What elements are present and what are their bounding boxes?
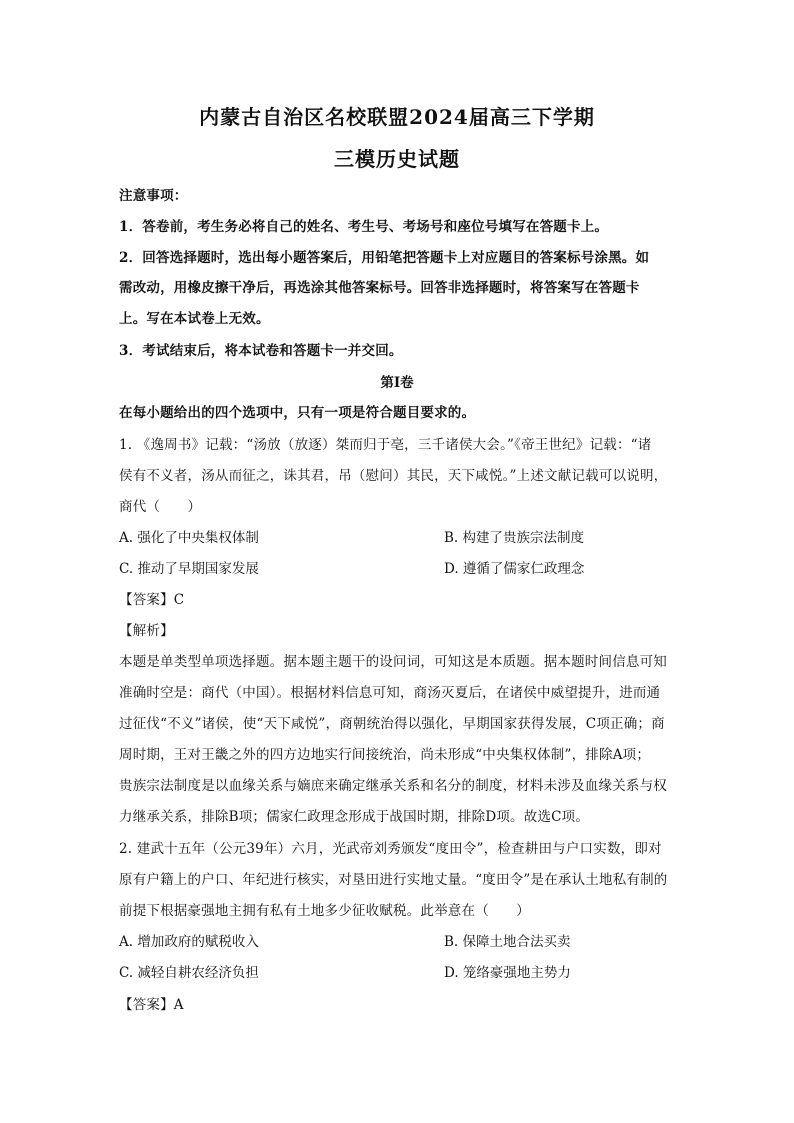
question-1-analysis-line-3: 过征伐“不义”诸侯，使“天下咸悦”，商朝统治得以强化，早期国家获得发展，C项正确；商: [119, 716, 665, 732]
question-1-analysis-line-5: 贵族宗法制度是以血缘关系与嫡庶来确定继承关系和名分的制度，材料未涉及血缘关系与权: [119, 778, 667, 794]
question-1-analysis-line-6: 力继承关系，排除B项；儒家仁政理念形成于战国时期，排除D项。故选C项。: [119, 809, 590, 825]
notice-item-2-line-1: 2．回答选择题时，选出每小题答案后，用铅笔把答题卡上对应题目的答案标号涂黑。如: [119, 250, 650, 266]
question-1-stem-line-3: 商代（ ）: [119, 499, 202, 515]
question-1-analysis-line-4: 周时期，王对王畿之外的四方边地实行间接统治，尚未形成“中央集权体制”，排除A项；: [119, 747, 651, 763]
question-2-answer: 【答案】A: [119, 997, 184, 1013]
question-2-option-a: A. 增加政府的赋税收入: [119, 934, 259, 950]
notice-item-1: 1．答卷前，考生务必将自己的姓名、考生号、考场号和座位号填写在答题卡上。: [119, 219, 609, 235]
page-title-line-2: 三模历史试题: [334, 147, 460, 171]
notice-item-2-line-2: 需改动，用橡皮擦干净后，再选涂其他答案标号。回答非选择题时，将答案写在答题卡: [119, 280, 640, 296]
question-1-option-a: A. 强化了中央集权体制: [119, 530, 259, 546]
question-2-stem-line-3: 前提下根据豪强地主拥有私有土地多少征收赋税。此举意在（ ）: [119, 903, 530, 919]
page-title-line-1: 内蒙古自治区名校联盟2024届高三下学期: [199, 105, 595, 129]
question-2-stem-line-2: 原有户籍上的户口、年纪进行核实，对垦田进行实地丈量。“度田令”是在承认土地私有制的: [119, 872, 668, 888]
question-1-analysis-label: 【解析】: [119, 623, 174, 639]
section-instruction: 在每小题给出的四个选项中，只有一项是符合题目要求的。: [119, 405, 476, 421]
question-1-option-d: D. 遵循了儒家仁政理念: [444, 561, 585, 577]
notice-item-2-line-3: 上。写在本试卷上无效。: [119, 311, 270, 327]
question-2-option-c: C. 减轻自耕农经济负担: [119, 965, 259, 981]
question-2-option-b: B. 保障土地合法买卖: [444, 934, 571, 950]
question-1-option-b: B. 构建了贵族宗法制度: [444, 530, 585, 546]
notice-item-3: 3．考试结束后，将本试卷和答题卡一并交回。: [119, 343, 403, 359]
question-1-stem-line-1: 1. 《逸周书》记载：“汤放（放逐）桀而归于亳，三千诸侯大会。”《帝王世纪》记载：“诸: [119, 437, 652, 453]
question-1-answer: 【答案】C: [119, 592, 185, 608]
question-2-option-d: D. 笼络豪强地主势力: [444, 965, 571, 981]
notice-heading: 注意事项：: [119, 188, 188, 204]
question-1-analysis-line-1: 本题是单类型单项选择题。据本题主题干的设问词，可知这是本质题。据本题时间信息可知: [119, 654, 667, 670]
question-2-stem-line-1: 2. 建武十五年（公元39年）六月，光武帝刘秀颁发“度田令”，检查耕田与户口实数，即对: [119, 841, 662, 857]
section-title: 第I卷: [380, 375, 414, 391]
question-1-analysis-line-2: 准确时空是：商代（中国）。根据材料信息可知，商汤灭夏后，在诸侯中威望提升，进而通: [119, 685, 661, 701]
question-1-option-c: C. 推动了早期国家发展: [119, 561, 259, 577]
question-1-stem-line-2: 侯有不义者，汤从而征之，诛其君，吊（慰问）其民，天下咸悦。”上述文献记载可以说明，: [119, 468, 668, 484]
